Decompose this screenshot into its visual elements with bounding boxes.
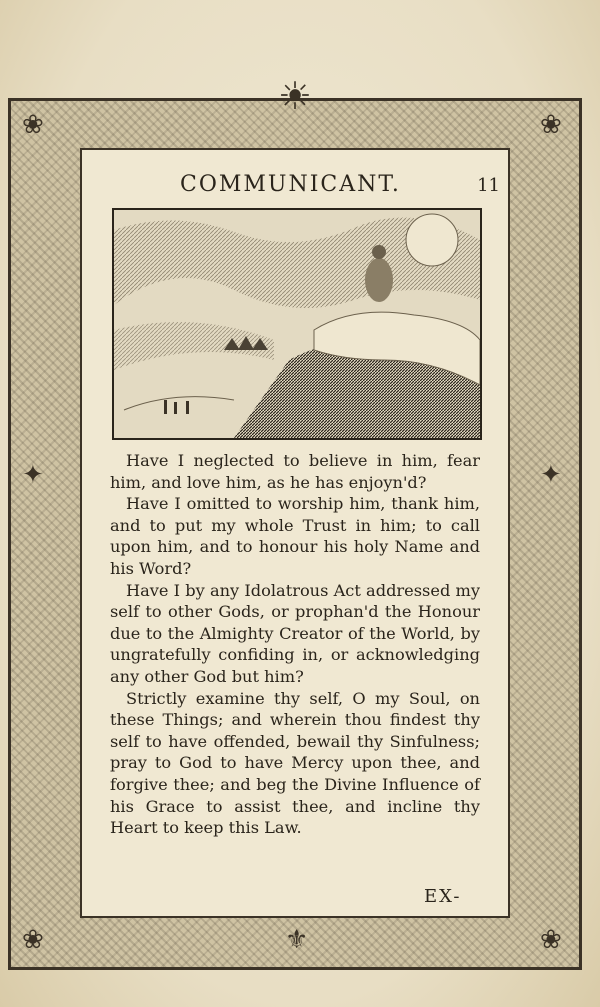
page-title: COMMUNICANT.	[180, 172, 401, 197]
main-text	[110, 450, 480, 839]
page-number: 11	[477, 175, 500, 196]
cherub-icon: ❀	[22, 925, 44, 955]
trumpet-angel-icon: ✦	[540, 460, 562, 490]
paragraph: Have I by any Idolatrous Act addressed my self to other Gods, or prophan'd the Honour due to the Almighty Creator of the World, by ungratefully confiding in, or acknowledging any other God but him?	[110, 580, 480, 686]
engraving-figure-on-cloud-icon	[114, 210, 480, 438]
paragraph: Have I omitted to worship him, thank him, and to put my whole Trust in him; to call upon him, and to honour his holy Name and his Word?	[110, 494, 480, 578]
fleur-de-lis-icon: ⚜	[285, 925, 309, 955]
paragraph: Strictly examine thy self, O my Soul, on these Things; and wherein thou findest thy self to have offended, bewail thy Sinfulness; pray to God to have Mercy upon thee, and forgive thee; and beg the Divine Influence of his Grace to assist thee, and incline thy Heart to keep this Law.	[110, 688, 480, 838]
catchword: EX-	[424, 886, 462, 907]
cherub-icon: ❀	[22, 110, 44, 140]
trumpet-angel-icon: ✦	[22, 460, 44, 490]
cherub-icon: ❀	[540, 110, 562, 140]
cherub-icon: ❀	[540, 925, 562, 955]
running-header	[180, 172, 500, 197]
chalice-icon: ☀	[278, 74, 313, 118]
engraving-illustration	[112, 208, 482, 440]
paragraph: Have I neglected to believe in him, fear him, and love him, as he has enjoyn'd?	[110, 451, 480, 492]
